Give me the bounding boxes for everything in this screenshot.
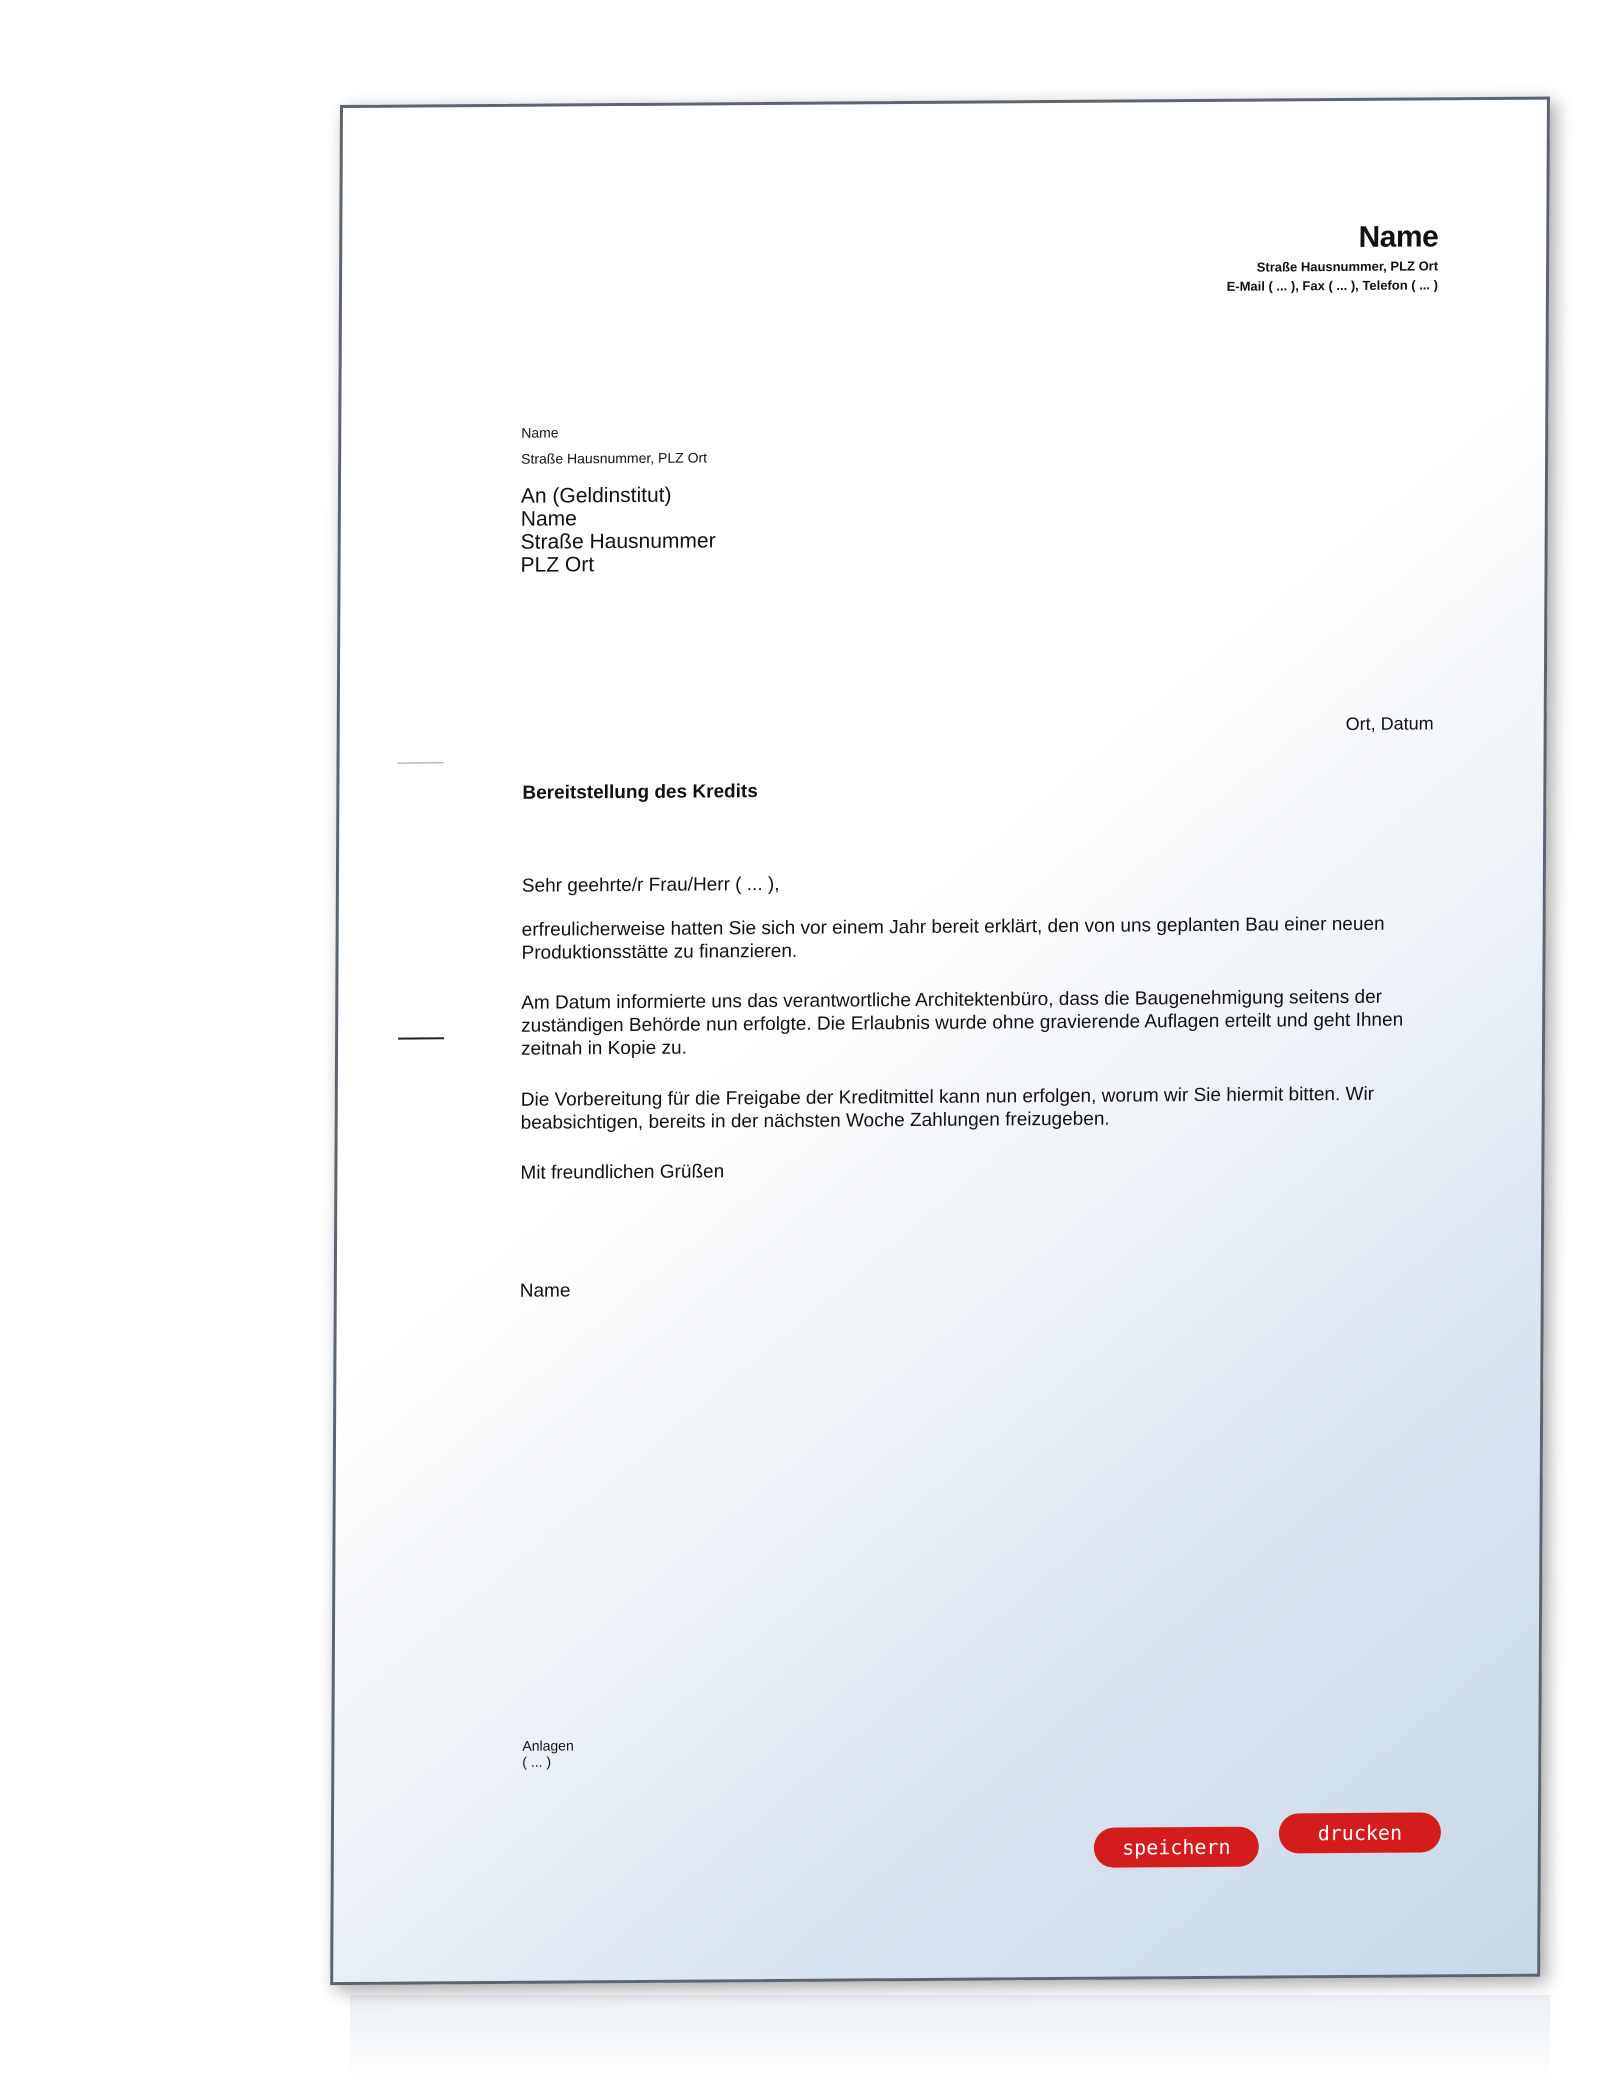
recipient-line-1: An (Geldinstitut)	[520, 483, 672, 508]
fold-mark-punch	[398, 1037, 444, 1039]
closing: Mit freundlichen Grüßen	[520, 1161, 725, 1184]
save-button[interactable]: speichern	[1094, 1827, 1259, 1868]
attachments-label: Anlagen	[522, 1737, 574, 1754]
return-name: Name	[521, 424, 559, 441]
paragraph-3: Die Vorbereitung für die Freigabe der Kreditmittel kann nun erfolgen, worum wir Sie hiermit bitten. Wir beabsichtigen, bereits in der nächsten Woche Zahlungen freizugeben.	[520, 1083, 1375, 1134]
subject-line: Bereitstellung des Kredits	[522, 781, 758, 804]
recipient-line-4: PLZ Ort	[520, 553, 595, 577]
sender-contact: E-Mail ( ... ), Fax ( ... ), Telefon ( ... )	[1226, 277, 1439, 294]
print-button[interactable]: drucken	[1279, 1812, 1441, 1853]
paragraph-1: erfreulicherweise hatten Sie sich vor einem Jahr bereit erklärt, den von uns geplanten Bau einer neuen Produktionsstätte zu finanzieren.	[521, 913, 1385, 964]
letter-page	[330, 97, 1550, 1986]
fold-mark-top	[398, 762, 444, 763]
paragraph-2: Am Datum informierte uns das verantwortliche Architektenbüro, dass die Baugenehmigung seitens der zuständigen Behörde nun erfolgte. Die Erlaubnis wurde ohne gravierende Auflagen erteilt und geht Ihnen zeitnah in Kopie zu.	[520, 986, 1404, 1060]
page-reflection	[350, 1995, 1550, 2085]
signature-name: Name	[519, 1280, 571, 1302]
salutation: Sehr geehrte/r Frau/Herr ( ... ),	[521, 873, 780, 897]
recipient-line-2: Name	[520, 507, 577, 531]
recipient-line-3: Straße Hausnummer	[520, 529, 716, 554]
sender-block	[1227, 220, 1439, 293]
place-date: Ort, Datum	[1345, 713, 1434, 734]
attachments-block	[522, 1737, 574, 1769]
return-address: Straße Hausnummer, PLZ Ort	[521, 449, 708, 467]
recipient-block	[521, 483, 716, 576]
attachments-value: ( ... )	[522, 1753, 552, 1770]
sender-name: Name	[1358, 220, 1439, 254]
sender-address: Straße Hausnummer, PLZ Ort	[1256, 258, 1439, 275]
